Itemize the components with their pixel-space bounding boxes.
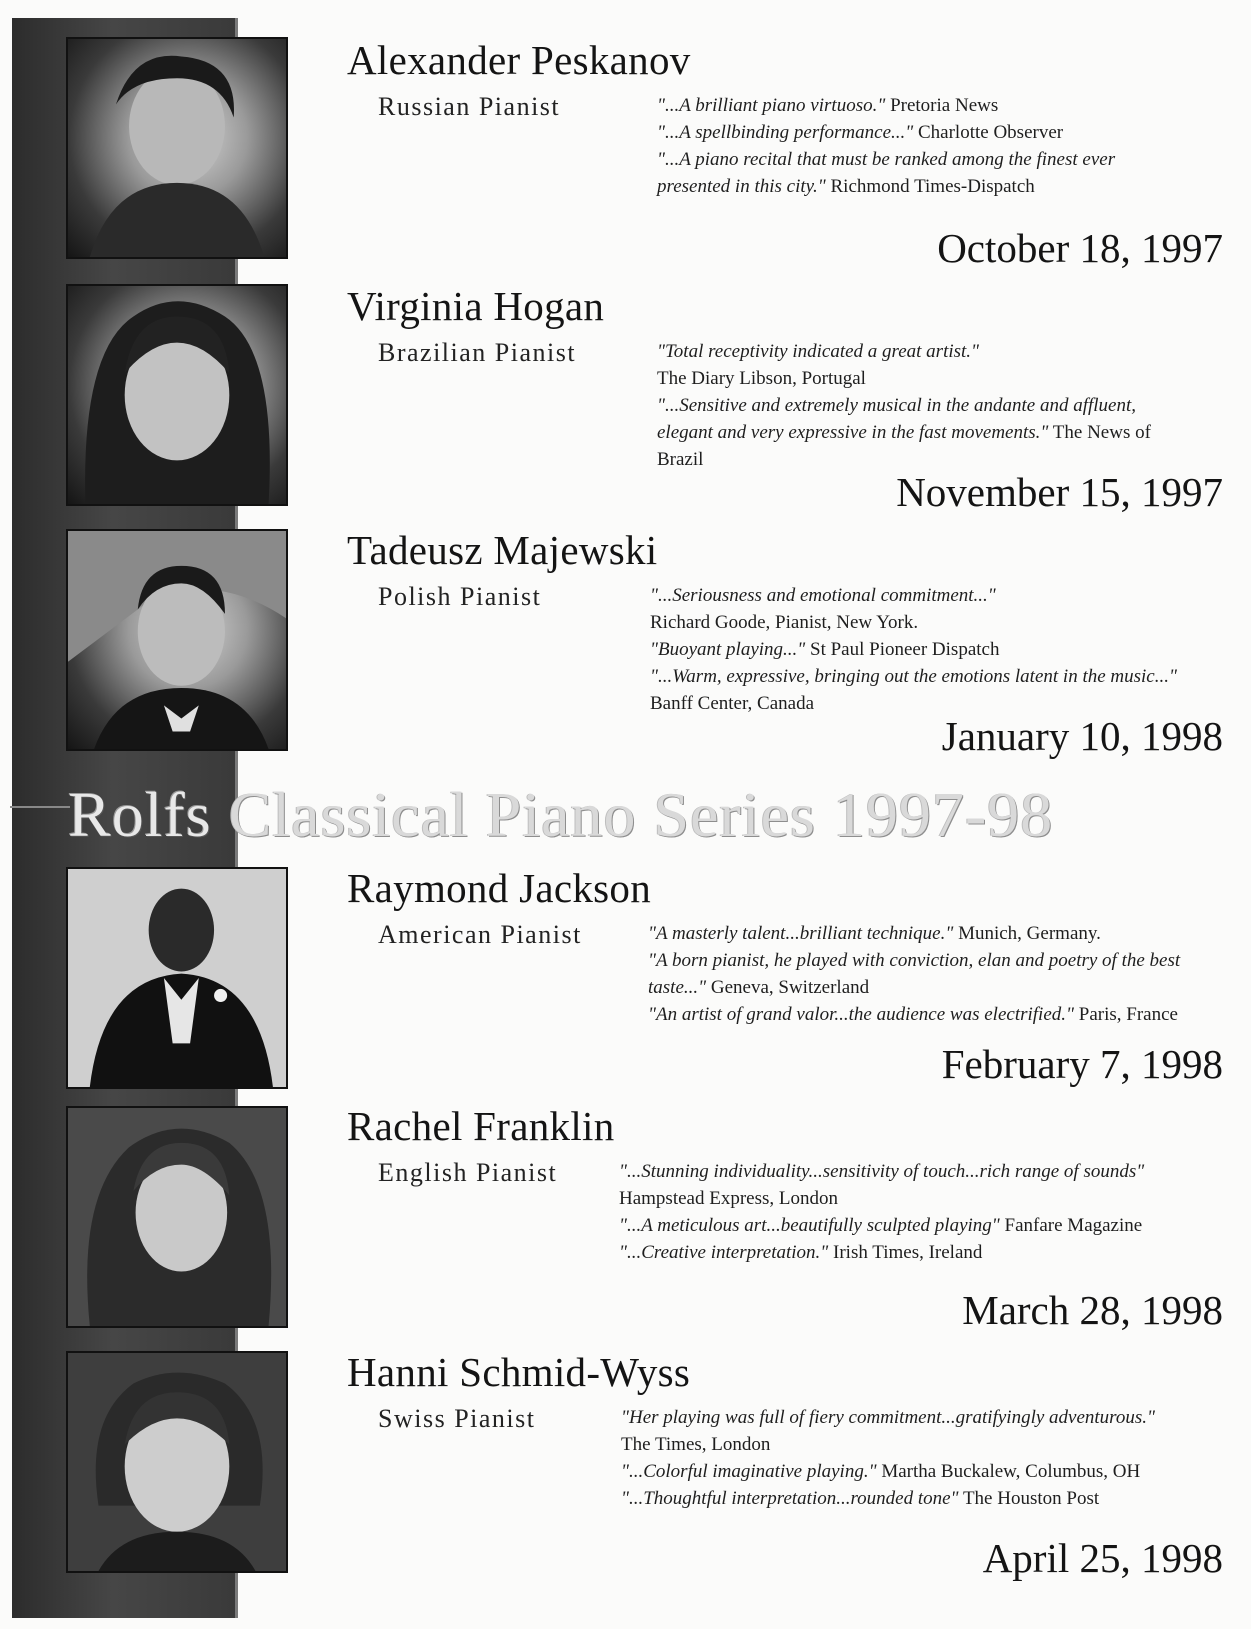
performer-quotes — [619, 1158, 1144, 1266]
quote-line: elegant and very expressive in the fast movements." The News of — [657, 422, 1151, 443]
quote-line: "...Stunning individuality...sensitivity of touch...rich range of sounds" — [619, 1161, 1145, 1182]
performer-nationality: American Pianist — [378, 920, 582, 949]
quote-line: "...Creative interpretation." Irish Times, Ireland — [619, 1242, 983, 1263]
concert-date: January 10, 1998 — [941, 713, 1223, 759]
series-title — [68, 778, 1053, 852]
portrait-photo — [66, 37, 288, 259]
performer-nationality: Swiss Pianist — [378, 1404, 536, 1433]
quote-line: "...Seriousness and emotional commitment..." — [650, 585, 996, 606]
performer-name: Virginia Hogan — [347, 283, 605, 329]
quote-line: presented in this city." Richmond Times-Dispatch — [657, 176, 1035, 197]
quote-line: Richard Goode, Pianist, New York. — [650, 612, 919, 633]
quote-line: "...A piano recital that must be ranked among the finest ever — [657, 149, 1116, 170]
series-title-rest: Classical Piano Series 1997-98 — [228, 779, 1054, 850]
quote-line: "A born pianist, he played with conviction, elan and poetry of the best — [648, 950, 1181, 971]
quote-line: "Total receptivity indicated a great artist." — [657, 341, 980, 362]
quote-line: Hampstead Express, London — [619, 1188, 838, 1209]
performer-name: Rachel Franklin — [347, 1103, 615, 1149]
quote-line: "...Colorful imaginative playing." Martha Buckalew, Columbus, OH — [621, 1461, 1141, 1482]
portrait-silhouette-icon — [68, 869, 286, 1087]
performer-nationality: Brazilian Pianist — [378, 338, 577, 367]
portrait-silhouette-icon — [68, 1353, 286, 1571]
portrait-photo — [66, 867, 288, 1089]
performer-nationality: Polish Pianist — [378, 582, 542, 611]
quote-line: "Buoyant playing..." St Paul Pioneer Dispatch — [650, 639, 1000, 660]
quote-line: "...A spellbinding performance..." Charlotte Observer — [657, 122, 1064, 143]
performer-name: Alexander Peskanov — [347, 37, 691, 83]
quote-line: "Her playing was full of fiery commitment...gratifyingly adventurous." — [621, 1407, 1155, 1428]
quote-line: "...A meticulous art...beautifully sculpted playing" Fanfare Magazine — [619, 1215, 1143, 1236]
performer-quotes — [657, 92, 1115, 200]
portrait-silhouette-icon — [68, 1108, 286, 1326]
series-title-rolfs: Rolfs — [68, 779, 212, 850]
portrait-silhouette-icon — [68, 531, 286, 749]
performer-name: Tadeusz Majewski — [347, 527, 658, 573]
quote-line: "...Warm, expressive, bringing out the emotions latent in the music..." — [650, 666, 1177, 687]
portrait-photo — [66, 284, 288, 506]
performer-name: Hanni Schmid-Wyss — [347, 1349, 691, 1395]
portrait-photo — [66, 1351, 288, 1573]
concert-date: April 25, 1998 — [982, 1535, 1223, 1581]
performer-quotes — [657, 338, 1151, 473]
portrait-photo — [66, 529, 288, 751]
quote-line: taste..." Geneva, Switzerland — [648, 977, 870, 998]
portrait-silhouette-icon — [68, 39, 286, 257]
performer-name: Raymond Jackson — [347, 865, 651, 911]
portrait-silhouette-icon — [68, 286, 286, 504]
quote-line: "...Sensitive and extremely musical in the andante and affluent, — [657, 395, 1136, 416]
performer-quotes — [648, 920, 1180, 1028]
concert-date: February 7, 1998 — [941, 1041, 1223, 1087]
concert-date: March 28, 1998 — [962, 1287, 1223, 1333]
performer-quotes — [650, 582, 1177, 717]
quote-line: Banff Center, Canada — [650, 693, 815, 714]
performer-quotes — [621, 1404, 1155, 1512]
quote-line: "An artist of grand valor...the audience was electrified." Paris, France — [648, 1004, 1178, 1025]
title-rule — [10, 806, 70, 808]
quote-line: "A masterly talent...brilliant technique." Munich, Germany. — [648, 923, 1101, 944]
quote-line: The Diary Libson, Portugal — [657, 368, 866, 389]
concert-date: November 15, 1997 — [896, 469, 1223, 515]
concert-date: October 18, 1997 — [937, 225, 1223, 271]
performer-nationality: English Pianist — [378, 1158, 558, 1187]
portrait-photo — [66, 1106, 288, 1328]
quote-line: Brazil — [657, 449, 704, 470]
quote-line: The Times, London — [621, 1434, 771, 1455]
quote-line: "...Thoughtful interpretation...rounded tone" The Houston Post — [621, 1488, 1100, 1509]
quote-line: "...A brilliant piano virtuoso." Pretoria News — [657, 95, 999, 116]
performer-nationality: Russian Pianist — [378, 92, 561, 121]
